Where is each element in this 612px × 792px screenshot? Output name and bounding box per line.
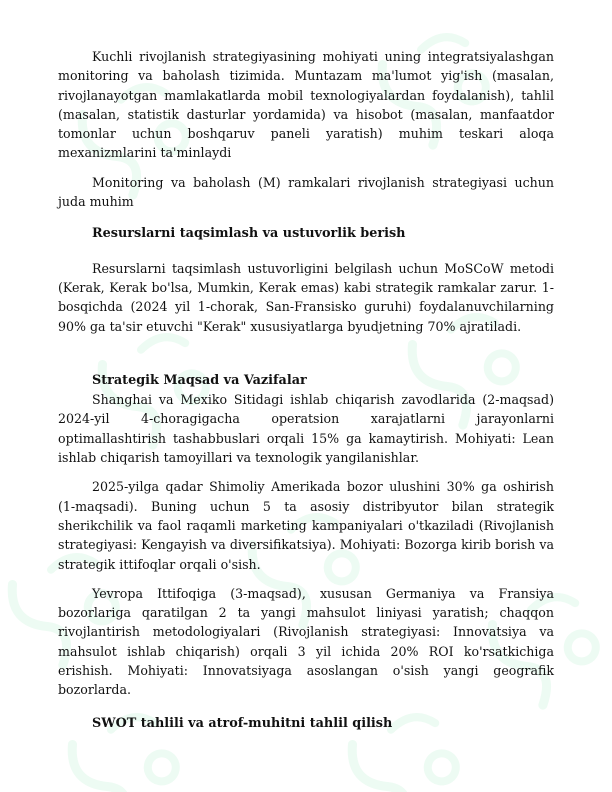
paragraph-goal-3: Yevropa Ittifoqiga (3-maqsad), xususan Germaniya va Fransiya bozorlariga qaratilgan 2 ta yangi mahsulot liniyasi yaratish; chaqqon rivojlantirish metodologiyalari (Rivojlanish strategiyasi: Innovatsiya va mahsulot ishlab chiqarish) orqali 3 yil ichida 20% ROI ko'rsatkichiga erishish. Mohiyati: Innovatsiyaga asoslangan o'sish yangi geografik bozorlarda.: [58, 585, 554, 698]
paragraph-monitoring-intro: Kuchli rivojlanish strategiyasining mohiyati uning integratsiyalashgan monitoring va baholash tizimida. Muntazam ma'lumot yig'ish (masalan, rivojlanayotgan mamlakatlarda mobil texnologiyalardan foydalanish), tahlil (masalan, statistik dasturlar yordamida) va hisobot (masalan, manfaatdor tomonlar uchun boshqaruv paneli yaratish) muhim teskari aloqa mexanizmlarini ta'minlaydi: [58, 49, 554, 161]
heading-swot-analysis: SWOT tahlili va atrof-muhitni tahlil qilish: [92, 715, 393, 731]
heading-resource-allocation: Resurslarni taqsimlash va ustuvorlik berish: [92, 226, 406, 242]
paragraph-moscow-method: Resurslarni taqsimlash ustuvorligini belgilash uchun MoSCoW metodi (Kerak, Kerak bo'lsa, Mumkin, Kerak emas) kabi strategik ramkalar zarur. 1-bosqichda (2024 yil 1-chorak, San-Fransisko guruhi) foydalanuvchilarning 90% ga ta'sir etuvchi "Kerak" xususiyatlarga byudjetning 70% ajratiladi.: [58, 260, 554, 334]
paragraph-goal-1: 2025-yilga qadar Shimoliy Amerikada bozor ulushini 30% ga oshirish (1-maqsadi). Buning uchun 5 ta asosiy distribyutor bilan strategik sherikchilik va faol raqamli marketing kampaniyalari o'tkaziladi (Rivojlanish strategiyasi: Kengayish va diversifikatsiya). Mohiyati: Bozorga kirib borish va strategik ittifoqlar orqali o'sish.: [58, 479, 554, 572]
paragraph-monitoring-framework: Monitoring va baholash (M) ramkalari rivojlanish strategiyasi uchun juda muhim: [58, 174, 554, 210]
document-page: [58, 47, 554, 733]
paragraph-goal-2: Shanghai va Mexiko Sitidagi ishlab chiqarish zavodlarida (2-maqsad) 2024-yil 4-choragigacha operatsion xarajatlarni jarayonlarni optimallashtirish tashabbuslari orqali 15% ga kamaytirish. Mohiyati: Lean ishlab chiqarish tamoyillari va texnologik yangilanishlar.: [58, 392, 554, 466]
heading-strategic-goals: Strategik Maqsad va Vazifalar: [92, 372, 307, 388]
